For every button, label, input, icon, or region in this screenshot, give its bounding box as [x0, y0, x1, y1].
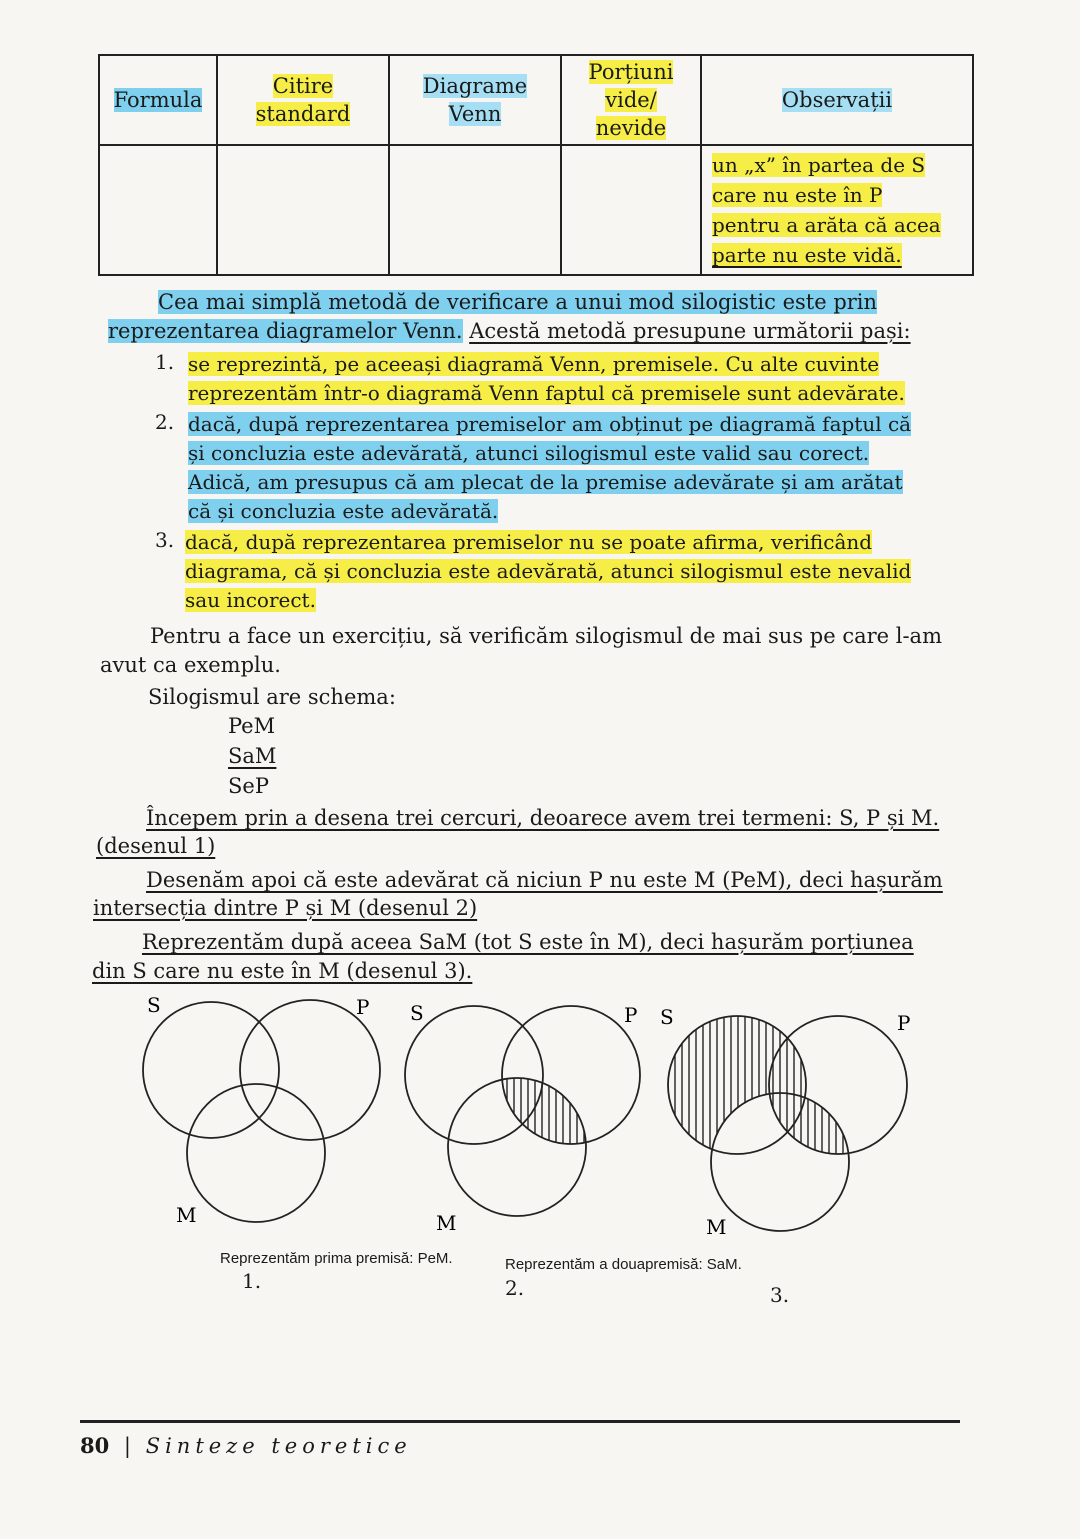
- header-citire-standard: Citire standard: [217, 55, 389, 145]
- schema-conclusion: SeP: [228, 774, 269, 798]
- step-1-text: se reprezintă, pe aceeași diagramă Venn, premisele. Cu alte cuvinte reprezentăm într-o diagramă Venn faptul că premisele sunt adevărate.: [188, 352, 905, 405]
- intro-line-1: Cea mai simplă metodă de verificare a unui mod silogistic este prin: [158, 290, 878, 314]
- diagram-number-1: 1.: [242, 1269, 262, 1293]
- drawing-step-1-line-2: (desenul 1): [96, 834, 216, 858]
- circle-m: [187, 1084, 325, 1222]
- schema-intro: Silogismul are schema:: [148, 685, 396, 709]
- book-title: Sinteze teoretice: [145, 1434, 412, 1458]
- table-header-row: [99, 55, 973, 145]
- step-3-text: dacă, după reprezentarea premiselor nu se poate afirma, verificând diagrama, că și concluzia este adevărată, atunci silogismul este nevalid sau incorect.: [185, 530, 912, 612]
- footer-rule: [80, 1420, 960, 1423]
- step-2-text: dacă, după reprezentarea premiselor am obținut pe diagramă faptul că și concluzia este adevărată, atunci silogismul este valid sau corect. Adică, am presupus că am plecat de la premise adevărate și am arătat că și concluzia este adevărată.: [188, 412, 912, 523]
- schema-minor: SaM: [228, 744, 277, 768]
- venn-summary-table: [98, 54, 974, 276]
- diagram-number-3: 3.: [770, 1283, 790, 1307]
- label-m: M: [176, 1203, 197, 1227]
- drawing-step-1-line-1: Începem prin a desena trei cercuri, deoarece avem trei termeni: S, P și M.: [146, 806, 940, 830]
- exercise-line-2: avut ca exemplu.: [100, 653, 281, 677]
- step-3-number: 3.: [155, 528, 175, 552]
- page-footer: [80, 1433, 412, 1458]
- exercise-line-1: Pentru a face un exercițiu, să verificăm silogismul de mai sus pe care l-am: [150, 624, 942, 648]
- footer-separator: |: [123, 1434, 131, 1458]
- header-portiuni: Porțiuni vide/ nevide: [561, 55, 701, 145]
- circle-p: [240, 1000, 380, 1140]
- label-m: M: [436, 1211, 457, 1235]
- header-observatii: Observații: [701, 55, 973, 145]
- table-cell-observation: un „x” în partea de S care nu este în P pentru a arăta că acea parte nu este vidă.: [701, 145, 973, 275]
- label-s: S: [147, 993, 161, 1017]
- label-p: P: [356, 995, 370, 1019]
- caption-first-premise: Reprezentăm prima premisă: PeM.: [220, 1250, 453, 1267]
- table-cell-empty: [389, 145, 561, 275]
- table-cell-empty: [561, 145, 701, 275]
- intro-line-2: reprezentarea diagramelor Venn. Acestă metodă presupune următorii pași:: [108, 319, 911, 343]
- header-formula: Formula: [99, 55, 217, 145]
- label-p: P: [897, 1011, 911, 1035]
- table-cell-empty: [217, 145, 389, 275]
- venn-diagram-2: [405, 1001, 640, 1235]
- drawing-step-2-line-2: intersecția dintre P și M (desenul 2): [93, 896, 478, 920]
- schema-major: PeM: [228, 714, 276, 738]
- drawing-step-2-line-1: Desenăm apoi că este adevărat că niciun P nu este M (PeM), deci hașurăm: [146, 868, 943, 892]
- step-1-number: 1.: [155, 350, 175, 374]
- venn-diagrams: [0, 990, 1080, 1250]
- caption-second-premise: Reprezentăm a douapremisă: SaM.: [505, 1256, 742, 1273]
- label-s: S: [660, 1005, 674, 1029]
- table-cell-empty: [99, 145, 217, 275]
- drawing-step-3-line-1: Reprezentăm după aceea SaM (tot S este în M), deci hașurăm porțiunea: [142, 930, 914, 954]
- venn-diagram-3: [660, 1005, 910, 1239]
- diagram-number-2: 2.: [505, 1276, 525, 1300]
- drawing-step-3-line-2: din S care nu este în M (desenul 3).: [92, 959, 473, 983]
- label-m: M: [706, 1215, 727, 1239]
- label-s: S: [410, 1001, 424, 1025]
- step-2-number: 2.: [155, 410, 175, 434]
- page-number: 80: [80, 1433, 110, 1458]
- table-row: [99, 145, 973, 275]
- header-diagrame-venn: Diagrame Venn: [389, 55, 561, 145]
- label-p: P: [624, 1003, 638, 1027]
- venn-diagram-1: [143, 993, 380, 1227]
